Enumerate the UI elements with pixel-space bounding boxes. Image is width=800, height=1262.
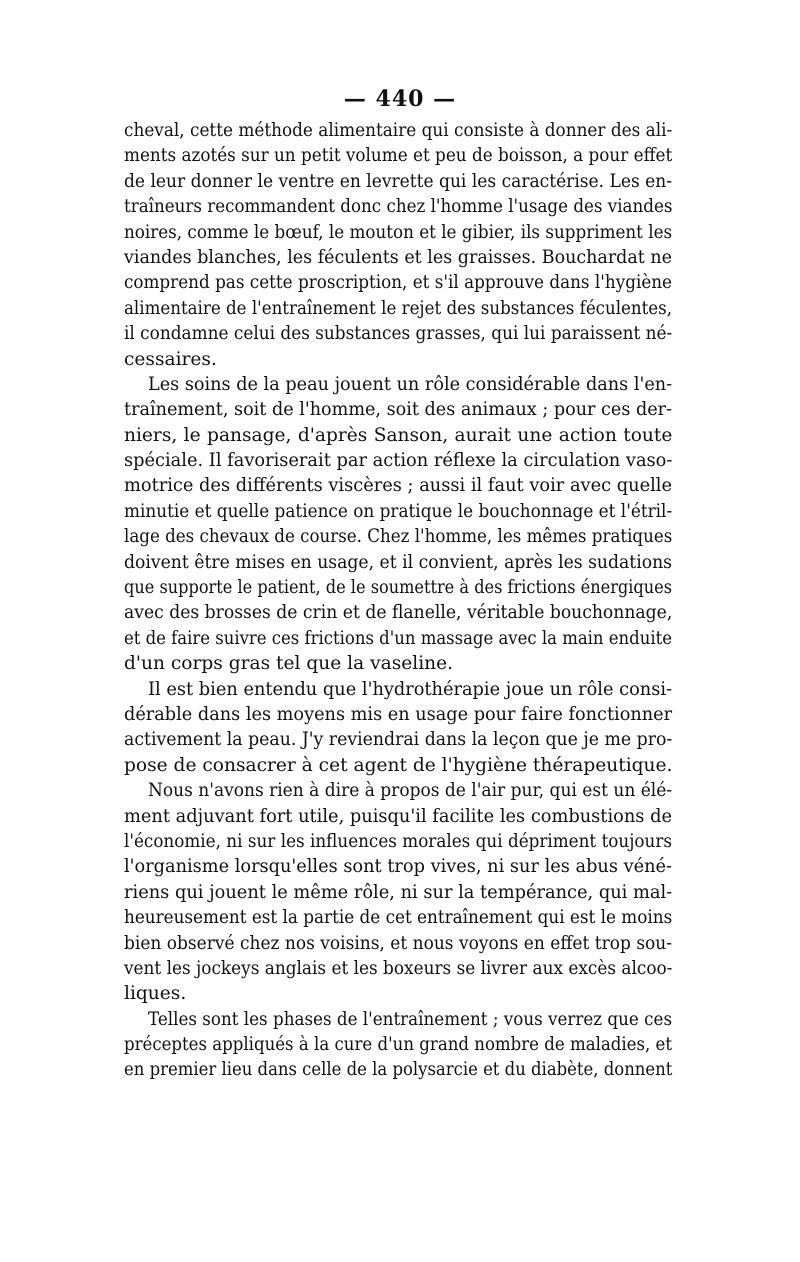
- text-line: il condamne celui des substances grasses, qui lui paraissent né-: [124, 323, 673, 345]
- text-line: pose de consacrer à cet agent de l'hygiène thérapeutique.: [124, 754, 673, 776]
- body-text: [124, 118, 672, 1083]
- text-line: l'économie, ni sur les influences morales qui dépriment toujours: [124, 830, 672, 852]
- text-line: lage des chevaux de course. Chez l'homme, les mêmes pratiques: [124, 526, 673, 548]
- text-line: que supporte le patient, de le soumettre à des frictions énergiques: [124, 577, 672, 599]
- text-line: spéciale. Il favoriserait par action réflexe la circulation vaso-: [124, 450, 673, 472]
- text-line: Les soins de la peau jouent un rôle considérable dans l'en-: [148, 373, 673, 395]
- text-line: d'un corps gras tel que la vaseline.: [124, 653, 454, 675]
- text-line: de leur donner le ventre en levrette qui les caractérise. Les en-: [124, 170, 672, 192]
- text-line: Nous n'avons rien à dire à propos de l'air pur, qui est un élé-: [148, 780, 673, 802]
- page-number: — 440 —: [343, 86, 457, 112]
- text-line: comprend pas cette proscription, et s'il approuve dans l'hygiène: [124, 272, 672, 294]
- text-line: doivent être mises en usage, et il convient, après les sudations: [124, 551, 672, 573]
- text-line: cheval, cette méthode alimentaire qui consiste à donner des ali-: [124, 120, 673, 141]
- text-line: motrice des différents viscères ; aussi il faut voir avec quelle: [124, 475, 672, 497]
- text-line: vent les jockeys anglais et les boxeurs se livrer aux excès alcoo-: [124, 957, 673, 979]
- text-line: préceptes appliqués à la cure d'un grand nombre de maladies, et: [124, 1034, 672, 1056]
- text-line: avec des brosses de crin et de flanelle, véritable bouchonnage,: [124, 602, 673, 624]
- text-line: l'organisme lorsqu'elles sont trop vives, ni sur les abus véné-: [124, 856, 672, 878]
- text-line: minutie et quelle patience on pratique le bouchonnage et l'étril-: [124, 500, 673, 522]
- text-line: cessaires.: [124, 348, 217, 370]
- text-line: traîneurs recommandent donc chez l'homme l'usage des viandes: [124, 196, 673, 218]
- text-line: et de faire suivre ces frictions d'un massage avec la main enduite: [124, 627, 672, 649]
- text-line: bien observé chez nos voisins, et nous voyons en effet trop sou-: [124, 932, 672, 954]
- text-line: heureusement est la partie de cet entraînement qui est le moins: [124, 907, 673, 929]
- text-line: traînement, soit de l'homme, soit des animaux ; pour ces der-: [124, 399, 672, 421]
- text-line: niers, le pansage, d'après Sanson, aurait une action toute: [124, 424, 673, 446]
- text-line: activement la peau. J'y reviendrai dans la leçon que je me pro-: [124, 729, 673, 751]
- text-line: liques.: [124, 983, 187, 1005]
- text-line: riens qui jouent le même rôle, ni sur la tempérance, qui mal-: [124, 881, 673, 903]
- text-line: noires, comme le bœuf, le mouton et le gibier, ils suppriment les: [124, 221, 673, 243]
- text-line: Telles sont les phases de l'entraînement ; vous verrez que ces: [148, 1008, 673, 1030]
- text-line: ment adjuvant fort utile, puisqu'il facilite les combustions de: [124, 805, 672, 827]
- text-line: dérable dans les moyens mis en usage pour faire fonctionner: [124, 703, 673, 725]
- text-line: alimentaire de l'entraînement le rejet des substances féculentes,: [124, 297, 672, 319]
- text-line: Il est bien entendu que l'hydrothérapie joue un rôle consi-: [148, 678, 672, 700]
- text-line: viandes blanches, les féculents et les graisses. Bouchardat ne: [124, 246, 672, 268]
- text-line: en premier lieu dans celle de la polysarcie et du diabète, donnent: [124, 1059, 673, 1081]
- text-line: ments azotés sur un petit volume et peu de boisson, a pour effet: [124, 145, 673, 167]
